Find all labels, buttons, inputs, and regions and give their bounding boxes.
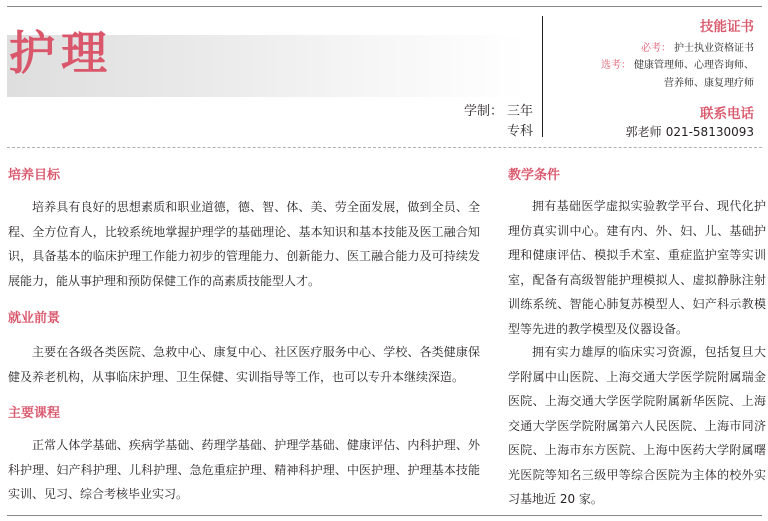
required-certificate — [641, 39, 754, 54]
optional-certificates — [601, 56, 754, 71]
section-divider — [7, 147, 762, 148]
courses-heading: 主要课程 — [8, 406, 61, 421]
study-length-value: 三年 — [506, 104, 533, 119]
top-divider — [7, 6, 762, 7]
contact-person: 郭老师 — [625, 125, 662, 139]
courses-text: 正常人体学基础、疾病学基础、药理学基础、护理学基础、健康评估、内科护理、外科护理、妇产科护理、儿科护理、急危重症护理、精神科护理、中医护理、护理基本技能实训、见习、综合考核毕业实习。 — [8, 438, 480, 501]
careers-heading: 就业前景 — [8, 311, 61, 326]
study-info — [464, 102, 533, 142]
optional-certificates-line1: 健康管理师、心理咨询师、 — [634, 60, 754, 71]
education-level: 专科 — [506, 124, 533, 139]
optional-certificates-line2: 营养师、康复理疗师 — [664, 78, 754, 89]
conditions-heading: 教学条件 — [508, 168, 561, 183]
study-length-label: 学制： — [463, 104, 503, 119]
contact-phone: 021-58130093 — [665, 125, 754, 139]
optional-tag: 选考： — [601, 60, 631, 71]
conditions-text-2: 拥有实力雄厚的临床实习资源，包括复旦大学附属中山医院、上海交通大学医学院附属瑞金医院、上海交通大学医学院附属新华医院、上海交通大学医学院附属第六人民医院、上海市同济医院、上海市东方医院、上海中医药大学附属曙光医院等知名三级甲等综合医院为主体的校外实习基地近 20 家。 — [508, 345, 766, 506]
contact-info — [626, 123, 754, 140]
required-tag: 必考： — [641, 43, 671, 54]
certificates-heading: 技能证书 — [700, 19, 754, 35]
bottom-divider — [7, 515, 762, 516]
careers-text: 主要在各级各类医院、急救中心、康复中心、社区医疗服务中心、学校、各类健康保健及养老机构，从事临床护理、卫生保健、实训指导等工作，也可以专升本继续深造。 — [8, 345, 480, 384]
goals-heading: 培养目标 — [8, 168, 61, 183]
header-vertical-divider — [542, 16, 543, 137]
contact-heading: 联系电话 — [700, 106, 754, 122]
page-title: 护理 — [9, 26, 113, 80]
goals-text: 培养具有良好的思想素质和职业道德，德、智、体、美、劳全面发展，做到全员、全程、全方位育人，比较系统地掌握护理学的基础理论、基本知识和基本技能及医工融合知识，具备基本的临床护理工作能力初步的管理能力、创新能力、医工融合能力及可持续发展能力，能从事护理和预防保健工作的高素质技能型人才。 — [8, 200, 480, 288]
required-certificate-value: 护士执业资格证书 — [674, 43, 754, 54]
study-length — [464, 102, 533, 122]
conditions-text-1: 拥有基础医学虚拟实验教学平台、现代化护理仿真实训中心。建有内、外、妇、儿、基础护理和健康评估、模拟手术室、重症监护室等实训室，配备有高级智能护理模拟人、虚拟静脉注射训练系统、智能心肺复苏模型人、妇产科示教模型等先进的教学模型及仪器设备。 — [508, 199, 766, 336]
